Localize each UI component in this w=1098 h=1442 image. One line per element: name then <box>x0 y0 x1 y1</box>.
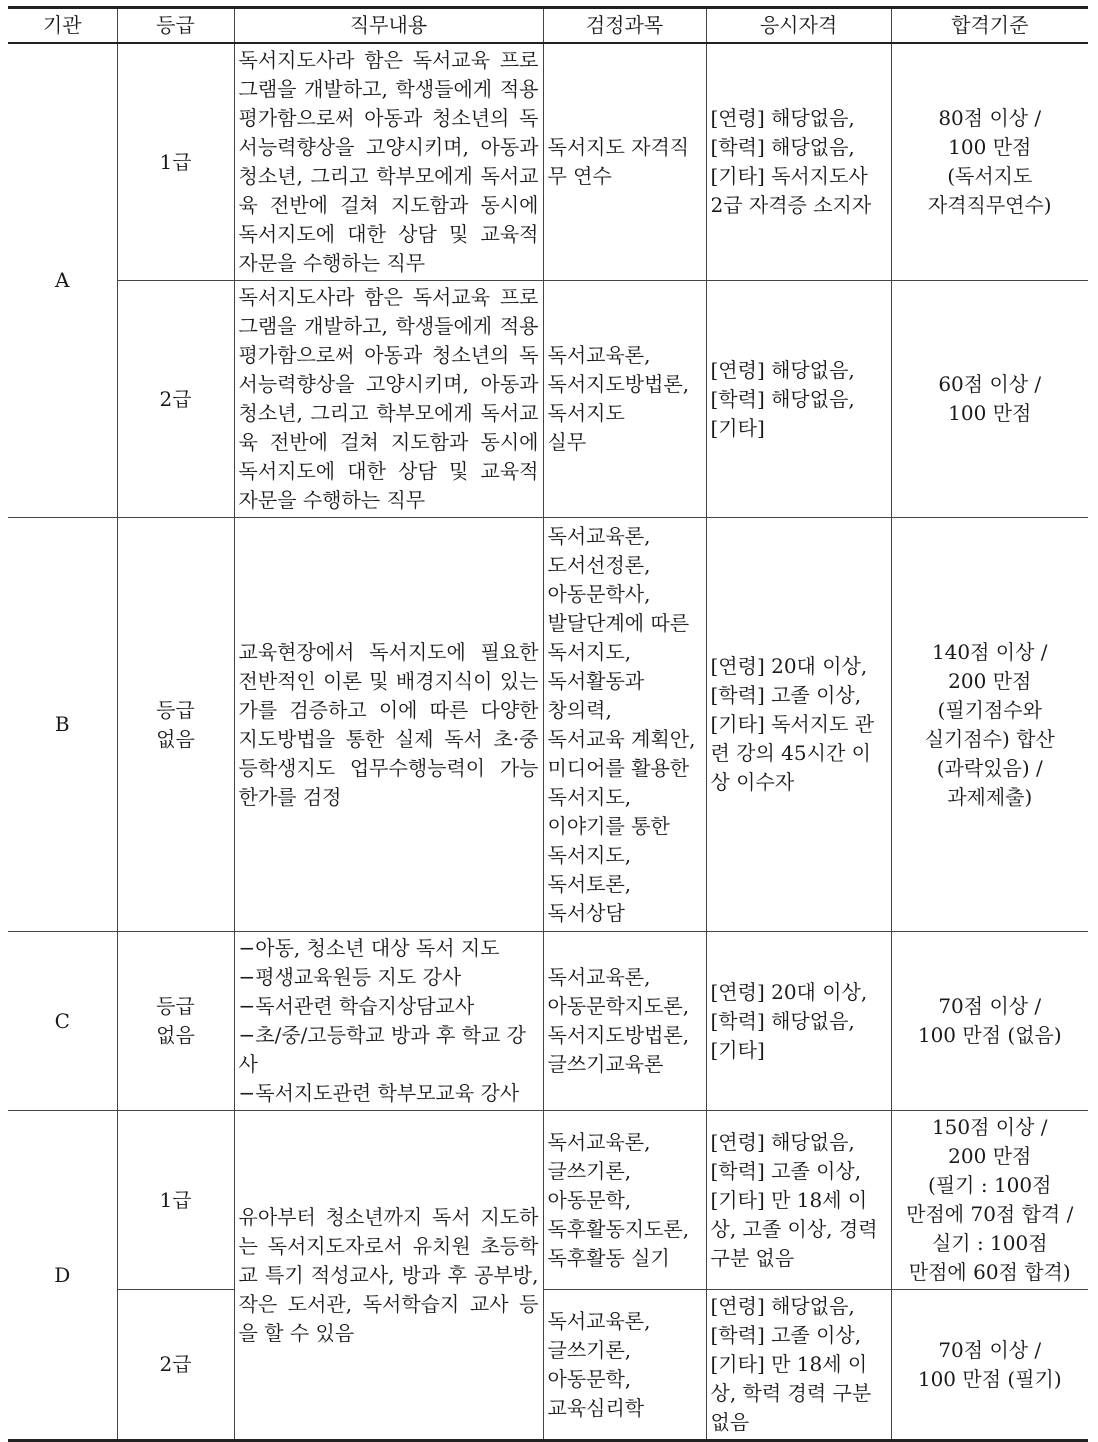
pass-line: 70점 이상 / <box>938 1337 1042 1362</box>
subject-line: 독서교육론, <box>547 1129 651 1154</box>
subject-line: 아동문학, <box>547 1187 632 1212</box>
pass-line: 200 만점 <box>948 668 1032 693</box>
pass-line: 200 만점 <box>948 1144 1032 1168</box>
pass-line: 만점에 60점 합격) <box>908 1260 1071 1284</box>
grade-cell: 1급 <box>117 43 234 281</box>
pass-line: 80점 이상 / <box>938 106 1042 130</box>
qualification-line: [연령] 해당없음, <box>710 1294 855 1318</box>
subject-line: 독후활동지도론, <box>547 1216 690 1241</box>
list-item: −초/중/고등학교 방과 후 학교 강사 <box>238 1023 527 1076</box>
subject-line: 발달단계에 따른 <box>547 610 690 635</box>
list-item: −아동, 청소년 대상 독서 지도 <box>238 936 500 960</box>
pass-line: 150점 이상 / <box>931 1115 1048 1139</box>
subject-line: 아동문학사, <box>547 581 651 606</box>
qualification-line: [기타] 만 18세 이상, 고졸 이상, 경력 구분 없음 <box>710 1187 878 1270</box>
header-qualification: 응시자격 <box>706 8 891 44</box>
subject-line: 독서지도 <box>547 401 625 425</box>
grade-cell: 1급 <box>117 1111 234 1290</box>
subject-line: 독서지도방법론, <box>547 1023 690 1047</box>
pass-line: 실기 : 100점 <box>931 1231 1048 1255</box>
table-row <box>8 1290 1088 1441</box>
qualification-line: [학력] 고졸 이상, <box>710 683 862 707</box>
pass-line: 140점 이상 / <box>931 639 1048 664</box>
pass-line: 100 만점 <box>948 401 1032 425</box>
header-grade: 등급 <box>117 8 234 44</box>
table-row <box>8 518 1088 932</box>
table-row <box>8 1111 1088 1290</box>
pass-criteria-cell <box>891 1111 1088 1290</box>
duty-cell: 유아부터 청소년까지 독서 지도하는 독서지도자로서 유치원 초등학교 특기 적성교사, 방과 후 공부방, 작은 도서관, 독서학습지 교사 등을 할 수 있음 <box>234 1111 543 1441</box>
pass-line: (필기점수와 <box>937 697 1042 722</box>
subject-line: 독서교육론, <box>547 343 651 367</box>
grade-line: 없음 <box>156 726 195 751</box>
pass-line: 60점 이상 / <box>938 372 1042 396</box>
subject-line: 이야기를 통한 <box>547 813 670 838</box>
qualification-cell <box>706 1290 891 1441</box>
qualification-line: [기타] <box>710 415 765 440</box>
qualification-line: [기타] 독서지도사 2급 자격증 소지자 <box>710 164 872 217</box>
header-org: 기관 <box>8 8 117 44</box>
table-row <box>8 932 1088 1111</box>
subject-line: 독서교육 계획안, <box>547 726 696 751</box>
header-pass-criteria: 합격기준 <box>891 8 1088 44</box>
subject-line: 독서지도방법론, <box>547 372 690 396</box>
subject-line: 미디어를 활용한 <box>547 755 690 780</box>
list-item: −독서관련 학습지상담교사 <box>238 994 475 1018</box>
subject-line: 독서교육론, <box>547 523 651 548</box>
subject-line: 글쓰기교육론 <box>547 1052 664 1076</box>
duty-cell: 교육현장에서 독서지도에 필요한 전반적인 이론 및 배경지식이 있는가를 검증하고 이에 따른 다양한 지도방법을 통한 실제 독서 초·중등학생지도 업무수행능력이 가능한가를 검정 <box>234 518 543 932</box>
duty-cell: 독서지도사라 함은 독서교육 프로그램을 개발하고, 학생들에게 적용 평가함으로써 아동과 청소년의 독서능력향상을 고양시키며, 아동과 청소년, 그리고 학부모에게 독서교육 전반에 걸쳐 지도함과 동시에 독서지도에 대한 상담 및 교육적 자문을 수행하는 직무 <box>234 281 543 518</box>
qualification-line: [연령] 해당없음, <box>710 106 855 130</box>
org-cell: C <box>8 932 117 1111</box>
table-row <box>8 281 1088 518</box>
subject-line: 창의력, <box>547 697 612 722</box>
header-duty: 직무내용 <box>234 8 543 44</box>
qualification-line: [학력] 해당없음, <box>710 135 855 159</box>
pass-criteria-cell <box>891 281 1088 518</box>
list-item: −독서지도관련 학부모교육 강사 <box>238 1081 520 1105</box>
qualification-cell <box>706 518 891 932</box>
grade-line: 등급 <box>156 697 195 722</box>
qualification-cell <box>706 43 891 281</box>
grade-cell <box>117 932 234 1111</box>
subject-line: 교육심리학 <box>547 1395 645 1420</box>
certification-table <box>8 6 1088 1442</box>
qualification-line: [학력] 고졸 이상, <box>710 1158 862 1183</box>
grade-cell: 2급 <box>117 1290 234 1441</box>
subjects-cell <box>543 1111 706 1290</box>
pass-criteria-cell <box>891 932 1088 1111</box>
table-row <box>8 43 1088 281</box>
subject-line: 독서토론, <box>547 871 632 896</box>
qualification-line: [기타] <box>710 1037 765 1062</box>
pass-line: 70점 이상 / <box>938 994 1042 1018</box>
pass-line: 실기점수) 합산 <box>924 726 1055 751</box>
qualification-line: [연령] 20대 이상, <box>710 654 868 678</box>
duty-list <box>239 934 539 1108</box>
pass-line: (필기 : 100점 <box>928 1173 1052 1197</box>
subject-line: 아동문학지도론, <box>547 994 690 1018</box>
grade-cell <box>117 518 234 932</box>
pass-line: (과락있음) / <box>936 755 1043 780</box>
pass-line: (독서지도 <box>947 164 1033 188</box>
subjects-cell <box>543 518 706 932</box>
qualification-line: [학력] 고졸 이상, <box>710 1323 862 1347</box>
pass-line: 100 만점 (없음) <box>917 1023 1062 1047</box>
qualification-line: [학력] 해당없음, <box>710 1008 855 1033</box>
qualification-line: [연령] 해당없음, <box>710 1129 855 1154</box>
subject-line: 실무 <box>547 430 587 454</box>
list-item: −평생교육원등 지도 강사 <box>238 965 462 989</box>
qualification-line: [기타] 독서지도 관련 강의 45시간 이상 이수자 <box>710 712 875 794</box>
grade-line: 등급 <box>156 994 195 1018</box>
subject-line: 아동문학, <box>547 1366 632 1391</box>
pass-line: 만점에 70점 합격 / <box>906 1202 1074 1226</box>
pass-line: 자격직무연수) <box>927 193 1052 217</box>
qualification-cell <box>706 281 891 518</box>
duty-cell <box>234 932 543 1111</box>
org-cell: D <box>8 1111 117 1441</box>
grade-line: 없음 <box>156 1023 195 1047</box>
certification-table-container <box>8 6 1088 1442</box>
subject-line: 독서지도, <box>547 784 632 809</box>
qualification-cell <box>706 932 891 1111</box>
org-cell: A <box>8 43 117 518</box>
subject-line: 도서선정론, <box>547 552 651 577</box>
qualification-cell <box>706 1111 891 1290</box>
subject-line: 독서교육론, <box>547 965 651 989</box>
subject-line: 독후활동 실기 <box>547 1245 670 1270</box>
grade-cell: 2급 <box>117 281 234 518</box>
subject-line: 독서지도, <box>547 639 632 664</box>
subjects-cell <box>543 43 706 281</box>
subjects-cell <box>543 281 706 518</box>
subjects-cell <box>543 932 706 1111</box>
qualification-line: [학력] 해당없음, <box>710 386 855 411</box>
subject-line: 독서교육론, <box>547 1308 651 1333</box>
qualification-line: [연령] 해당없음, <box>710 357 855 382</box>
subject-line: 독서지도, <box>547 842 632 867</box>
pass-criteria-cell <box>891 1290 1088 1441</box>
pass-criteria-cell <box>891 43 1088 281</box>
org-cell: B <box>8 518 117 932</box>
subjects-cell <box>543 1290 706 1441</box>
header-row <box>8 8 1088 44</box>
pass-line: 100 만점 <box>948 135 1032 159</box>
subject-line: 독서상담 <box>547 900 625 925</box>
pass-line: 과제제출) <box>947 784 1033 809</box>
subject-line: 글쓰기론, <box>547 1158 632 1183</box>
subject-line: 글쓰기론, <box>547 1337 632 1362</box>
header-subjects: 검정과목 <box>543 8 706 44</box>
qualification-line: [연령] 20대 이상, <box>710 979 868 1004</box>
subject-line: 독서지도 자격직무 연수 <box>547 135 690 188</box>
subject-line: 독서활동과 <box>547 668 645 693</box>
duty-cell: 독서지도사라 함은 독서교육 프로그램을 개발하고, 학생들에게 적용 평가함으로써 아동과 청소년의 독서능력향상을 고양시키며, 아동과 청소년, 그리고 학부모에게 독서교육 전반에 걸쳐 지도함과 동시에 독서지도에 대한 상담 및 교육적 자문을 수행하는 직무 <box>234 43 543 281</box>
pass-criteria-cell <box>891 518 1088 932</box>
qualification-line: [기타] 만 18세 이상, 학력 경력 구분 없음 <box>710 1352 872 1434</box>
pass-line: 100 만점 (필기) <box>917 1366 1062 1391</box>
